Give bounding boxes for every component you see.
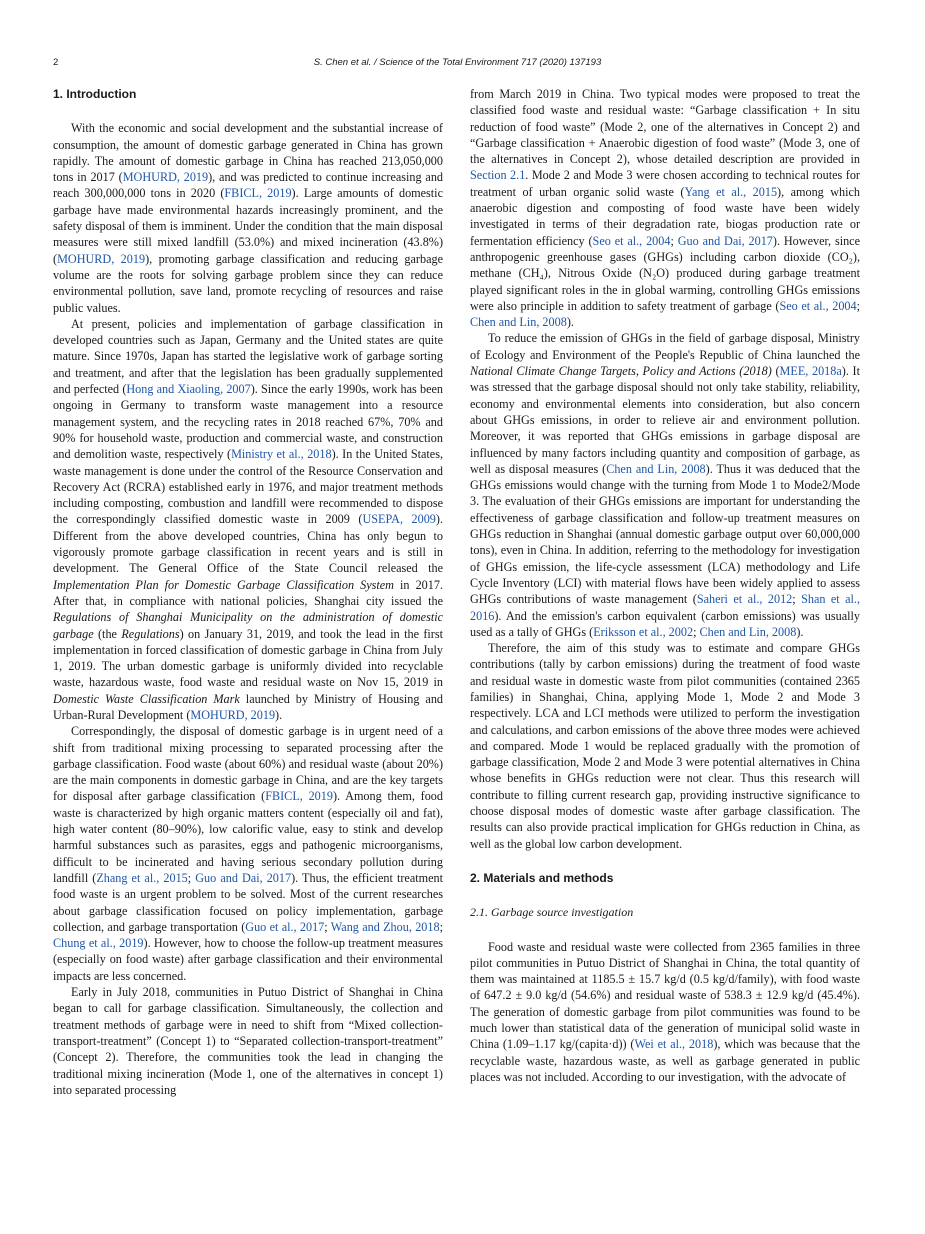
paragraph-intro-2: At present, policies and implementation of garbage classification in developed countries such as Japan, Germany and the United states are quite mature. Since 1970s, Japan has started the legislative work of garbage sorting and treatment, and after that the legislation has been gradually supplemented and perfected (Hong and Xiaoling, 2007). Since the early 1990s, work has been ongoing in Germany to transform waste management into a resource management system, and the recycling rates in 2018 reached 67%, 70% and 90% for household waste, production and commercial waste, and construction and demolition waste, respectively (Ministry et al., 2018). In the United States, waste management is done under the control of the Resource Conservation and Recovery Act (RCRA) established early in 1976, and major treatment methods including composting, combustion and landfill were recommended to dispose the correspondingly classified domestic waste in 2009 (USEPA, 2009). Different from the above developed countries, China has only begun to vigorously promote garbage classification in recent years and is still in development. The General Office of the State Council released the Implementation Plan for Domestic Garbage Classification System in 2017. After that, in compliance with national policies, Shanghai city issued the Regulations of Shanghai Municipality on the administration of domestic garbage (the Regulations) on January 31, 2019, and took the lead in the first implementation in forced classification of domestic garbage in China from July 1, 2019. The urban domestic garbage is uniformly divided into recyclable waste, hazardous waste, food waste and residual waste on Nov 15, 2019 in Domestic Waste Classification Mark launched by Ministry of Housing and Urban-Rural Development (MOHURD, 2019). — [53, 316, 444, 722]
citation-link[interactable]: Ministry et al., 2018 — [231, 447, 332, 462]
citation-link[interactable]: Shan et al., 2016 — [470, 592, 860, 623]
citation-link[interactable]: MOHURD, 2019 — [190, 707, 276, 722]
paragraph-intro-4-continued: from March 2019 in China. Two typical modes were proposed to treat the classified food waste and residual waste: “Garbage classification + In situ reduction of food waste” (Mode 2, one of the alternatives in Concept 2) and “Garbage classification + Anaerobic digestion of food waste” (Mode 3, one of the alternatives in Concept 2), whose detailed description are provided in Section 2.1. Mode 2 and Mode 3 were chosen according to technical routes for treatment of urban organic solid waste (Yang et al., 2015), among which anaerobic digestion and composting of food waste have been widely investigated in terms of their degradation rate, biogas production rate or fermentation efficiency (Seo et al., 2004; Guo and Dai, 2017). However, since anthropogenic greenhouse gases (GHGs) including carbon dioxide (CO₂), methane (CH₄), Nitrous Oxide (N₂O) produced during garbage treatment played significant roles in the in global warming, controlling GHGs emissions were also principle in addition to safety treatment of garbage (Seo et al., 2004; Chen and Lin, 2008). — [470, 87, 861, 330]
citation-link[interactable]: Seo et al., 2004 — [779, 298, 857, 313]
section-heading-introduction: 1. Introduction — [53, 87, 137, 101]
subsection-heading-garbage-source: 2.1. Garbage source investigation — [470, 905, 634, 920]
paragraph-intro-4-start: Early in July 2018, communities in Putuo District of Shanghai in China began to call for garbage classification. Simultaneously, the collection and treatment methods of garbage were in need to shift from “Mixed collection-transport-treatment” (Concept 1) to “Separated collection-transport-treatment” (Concept 2). Therefore, the communities took the lead in changing the traditional mixing incineration (Mode 1, one of the alternatives in concept 1) into separated processing — [53, 985, 443, 1097]
paragraph-intro-5: To reduce the emission of GHGs in the field of garbage disposal, Ministry of Ecology and Environment of the People's Republic of China launched the National Climate Change Targets, Policy and Actions (2018) (MEE, 2018a). It was stressed that the garbage disposal should not only take stability, reliability, economy and environmental elements into consideration, but also concern about GHGs emissions, in order to relieve air and environment pollution. Moreover, it was reported that GHGs emissions in garbage disposal are influenced by many factors including quantity and composition of garbage, as well as disposal measures (Chen and Lin, 2008). Thus it was deduced that the GHGs emissions would change with the turning from Mode 1 to Mode2/Mode 3. The evaluation of their GHGs emissions are important for understanding the effectiveness of garbage classification and follow-up treatment measures on GHGs reduction in Shanghai (annual domestic garbage output over 60,000,000 tons), even in China. In addition, referring to the methodology for investigation of GHGs emission, the life-cycle assessment (LCA) methodology and Life Cycle Inventory (LCI) with material flows have been widely applied to assess GHGs contributions of waste management (Saheri et al., 2012; Shan et al., 2016). And the emission's carbon equivalent (carbon emissions) was usually used as a tally of GHGs (Eriksson et al., 2002; Chen and Lin, 2008). — [470, 331, 860, 639]
citation-link[interactable]: FBICL, 2019 — [265, 789, 333, 804]
citation-link[interactable]: Chen and Lin, 2008 — [606, 461, 706, 476]
paragraph-intro-1: With the economic and social development and the substantial increase of consumption, the amount of domestic garbage generated in China has grown rapidly. The amount of domestic garbage in China has reached 213,050,000 tons in 2017 (MOHURD, 2019), and was predicted to continue increasing and reach 300,000,000 tons in 2020 (FBICL, 2019). Large amounts of domestic garbage have made environmental hazards increasingly prominent, and the safety disposal of them is imminent. Under the condition that the main disposal measures were still mixed landfill (53.0%) and mixed incineration (43.8%) (MOHURD, 2019), promoting garbage classification and reducing garbage volume are the roots for solving garbage problem since they can reduce environmental pollution, save land, promote recycling of resources and raise public values. — [53, 121, 444, 315]
citation-link[interactable]: USEPA, 2009 — [362, 512, 436, 527]
paragraph-intro-3: Correspondingly, the disposal of domestic garbage is in urgent need of a shift from traditional mixing processing to separated processing after the garbage classification. Food waste (about 60%) and residual waste (about 20%) are the main components in domestic garbage in China, and are the key targets for disposal after garbage classification (FBICL, 2019). Among them, food waste is characterized by high organic matters content (especially oil and fat), high water content (80–90%), low calorific value, easy to stink and develop harmful substances such as parasites, eggs and pathogenic microorganisms, difficult to be incinerated and having serious secondary pollution during landfill (Zhang et al., 2015; Guo and Dai, 2017). Thus, the efficient treatment food waste is an urgent problem to be solved. Most of the current researches about garbage classification focused on policy implementation, garbage collection, and garbage transportation (Guo et al., 2017; Wang and Zhou, 2018; Chung et al., 2019). However, how to choose the follow-up treatment measures (especially on food waste) after garbage classification and their environmental impacts are less concerned. — [53, 724, 443, 983]
paragraph-intro-6: Therefore, the aim of this study was to estimate and compare GHGs contributions (tally by carbon emissions) during the treatment of food waste and residual waste in domestic waste from pilot communities (contained 2365 families) in Shanghai, China, applying Mode 1, Mode 2 and Mode 3 respectively. LCA and LCI methods were utilized to perform the investigation and calculations, and carbon emissions of the above three modes were achieved and compared. Mode 1 would be replaced gradually with the promotion of garbage classification, Mode 2 and Mode 3 were potential alternatives in China whose benefits in GHGs reduction were not clear. Thus this research will contribute to filling current research gap, providing instructive significance to choose disposal modes of domestic waste after garbage classification. The results can also provide practical implication for GHGs reduction in China, as well as the global low carbon development. — [470, 641, 860, 851]
citation-link[interactable]: Chen and Lin, 2008 — [470, 315, 567, 330]
section-heading-methods: 2. Materials and methods — [470, 870, 614, 885]
citation-link[interactable]: Chen and Lin, 2008 — [699, 624, 797, 639]
citation-link[interactable]: MOHURD, 2019 — [122, 170, 209, 185]
running-header — [53, 57, 862, 71]
citation-link[interactable]: Yang et al., 2015 — [684, 184, 778, 199]
section-link[interactable]: Section 2.1 — [470, 168, 526, 183]
citation-link[interactable]: MOHURD, 2019 — [57, 251, 146, 266]
page-number: 2 — [53, 57, 59, 68]
paragraph-methods-1: Food waste and residual waste were collected from 2365 families in three pilot communities in Putuo District of Shanghai in China, the total quantity of them was maintained at 1185.5 ± 15.7 kg/d (0.5 kg/d/family), with food waste of 647.2 ± 9.0 kg/d (54.6%) and residual waste of 538.3 ± 12.9 kg/d (45.4%). The generation of domestic garbage from pilot communities was found to be much lower than statistical data of the generation of municipal solid waste in China (1.09–1.17 kg/(capita·d)) (Wei et al., 2018), which was because that the recyclable waste, hazardous waste, as well as garbage generated in public places was not included. According to our investigation, with the advocate of — [470, 939, 861, 1084]
citation-link[interactable]: Guo et al., 2017 — [245, 919, 325, 934]
citation-link[interactable]: FBICL, 2019 — [224, 186, 292, 201]
citation-link[interactable]: Hong and Xiaoling, 2007 — [126, 382, 251, 397]
citation-link[interactable]: Guo and Dai, 2017 — [677, 233, 773, 248]
citation-link[interactable]: Eriksson et al., 2002 — [593, 624, 694, 639]
running-title: S. Chen et al. / Science of the Total Environment 717 (2020) 137193 — [313, 57, 602, 68]
citation-link[interactable]: Chung et al., 2019 — [53, 936, 144, 951]
citation-link[interactable]: MEE, 2018a — [779, 364, 842, 379]
citation-link[interactable]: Seo et al., 2004 — [592, 233, 671, 248]
citation-link[interactable]: Zhang et al., 2015 — [96, 870, 188, 885]
right-column — [470, 86, 860, 1085]
citation-link[interactable]: Wei et al., 2018 — [634, 1037, 714, 1052]
citation-link[interactable]: Saheri et al., 2012 — [696, 592, 793, 607]
citation-link[interactable]: Guo and Dai, 2017 — [195, 870, 292, 885]
left-column — [53, 86, 443, 1098]
citation-link[interactable]: Wang and Zhou, 2018 — [330, 919, 440, 934]
